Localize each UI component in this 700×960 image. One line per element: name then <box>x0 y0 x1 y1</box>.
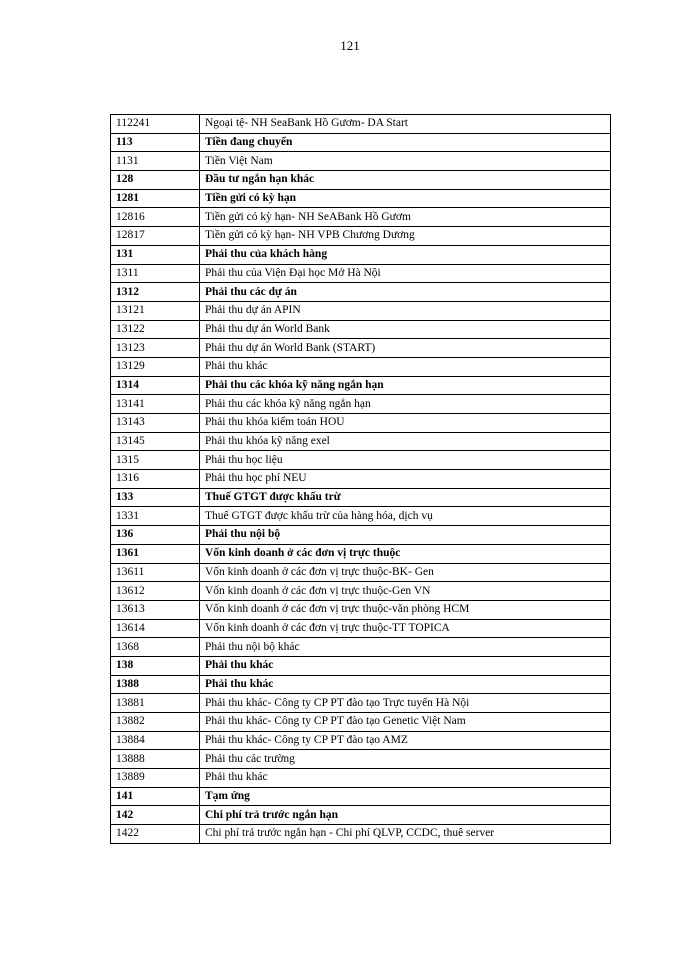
account-code: 13613 <box>111 600 200 619</box>
account-name: Phải thu khác <box>200 357 611 376</box>
table-row <box>111 264 611 283</box>
table-row <box>111 152 611 171</box>
account-code: 13121 <box>111 301 200 320</box>
table-row <box>111 544 611 563</box>
account-code: 113 <box>111 133 200 152</box>
table-row <box>111 189 611 208</box>
table-row <box>111 320 611 339</box>
page-number: 121 <box>340 38 360 53</box>
account-name: Phải thu dự án World Bank <box>200 320 611 339</box>
account-code: 13882 <box>111 713 200 732</box>
account-code: 136 <box>111 526 200 545</box>
account-code: 13888 <box>111 750 200 769</box>
account-name: Vốn kinh doanh ở các đơn vị trực thuộc-BK- Gen <box>200 563 611 582</box>
table-row <box>111 600 611 619</box>
account-name: Phải thu của khách hàng <box>200 245 611 264</box>
account-name: Phải thu khác <box>200 656 611 675</box>
table-row <box>111 507 611 526</box>
table-row <box>111 619 611 638</box>
account-code: 1311 <box>111 264 200 283</box>
account-code: 13143 <box>111 414 200 433</box>
account-code: 12816 <box>111 208 200 227</box>
account-name: Phải thu các dự án <box>200 283 611 302</box>
account-name: Chi phí trả trước ngắn hạn <box>200 806 611 825</box>
account-name: Phải thu học liệu <box>200 451 611 470</box>
account-table-body <box>111 115 611 844</box>
account-name: Phải thu khác- Công ty CP PT đào tạo Trực tuyến Hà Nội <box>200 694 611 713</box>
table-row <box>111 451 611 470</box>
account-name: Phải thu nội bộ khác <box>200 638 611 657</box>
account-name: Vốn kinh doanh ở các đơn vị trực thuộc-TT TOPICA <box>200 619 611 638</box>
account-code: 141 <box>111 787 200 806</box>
account-name: Ngoại tệ- NH SeaBank Hồ Gươm- DA Start <box>200 115 611 134</box>
table-row <box>111 731 611 750</box>
account-name: Phải thu khác <box>200 675 611 694</box>
account-name: Phải thu của Viện Đại học Mở Hà Nội <box>200 264 611 283</box>
table-row <box>111 171 611 190</box>
account-name: Tiền Việt Nam <box>200 152 611 171</box>
account-name: Phải thu khác- Công ty CP PT đào tạo Genetic Việt Nam <box>200 713 611 732</box>
account-name: Vốn kinh doanh ở các đơn vị trực thuộc-Gen VN <box>200 582 611 601</box>
account-code: 13884 <box>111 731 200 750</box>
table-row <box>111 582 611 601</box>
account-code: 142 <box>111 806 200 825</box>
table-row <box>111 806 611 825</box>
table-row <box>111 414 611 433</box>
table-row <box>111 488 611 507</box>
table-row <box>111 245 611 264</box>
table-row <box>111 787 611 806</box>
table-row <box>111 227 611 246</box>
account-name: Tiền gửi có kỳ hạn <box>200 189 611 208</box>
account-code: 1131 <box>111 152 200 171</box>
table-row <box>111 526 611 545</box>
table-row <box>111 750 611 769</box>
table-row <box>111 395 611 414</box>
account-code: 112241 <box>111 115 200 134</box>
account-code: 1331 <box>111 507 200 526</box>
account-code: 1361 <box>111 544 200 563</box>
account-code: 13141 <box>111 395 200 414</box>
account-name: Vốn kinh doanh ở các đơn vị trực thuộc-văn phòng HCM <box>200 600 611 619</box>
account-code: 1314 <box>111 376 200 395</box>
account-code: 13889 <box>111 769 200 788</box>
account-code: 1281 <box>111 189 200 208</box>
table-row <box>111 769 611 788</box>
account-name: Thuế GTGT được khấu trừ <box>200 488 611 507</box>
table-row <box>111 208 611 227</box>
table-row <box>111 133 611 152</box>
table-row <box>111 694 611 713</box>
account-name: Tiền gửi có kỳ hạn- NH SeABank Hồ Gươm <box>200 208 611 227</box>
account-code: 13611 <box>111 563 200 582</box>
account-code: 13612 <box>111 582 200 601</box>
account-code: 13129 <box>111 357 200 376</box>
account-code: 13123 <box>111 339 200 358</box>
table-row <box>111 825 611 844</box>
table-row <box>111 432 611 451</box>
account-code: 1316 <box>111 470 200 489</box>
account-code: 1315 <box>111 451 200 470</box>
table-row <box>111 301 611 320</box>
account-name: Thuế GTGT được khấu trừ của hàng hóa, dịch vụ <box>200 507 611 526</box>
account-name: Phải thu dự án World Bank (START) <box>200 339 611 358</box>
account-code: 131 <box>111 245 200 264</box>
table-row <box>111 675 611 694</box>
table-row <box>111 713 611 732</box>
account-code: 1312 <box>111 283 200 302</box>
account-name: Phải thu dự án APIN <box>200 301 611 320</box>
table-row <box>111 376 611 395</box>
account-code: 138 <box>111 656 200 675</box>
account-name: Phải thu nội bộ <box>200 526 611 545</box>
table-row <box>111 563 611 582</box>
table-row <box>111 283 611 302</box>
account-name: Phải thu các khóa kỹ năng ngắn hạn <box>200 376 611 395</box>
account-name: Phải thu khác- Công ty CP PT đào tạo AMZ <box>200 731 611 750</box>
account-code: 128 <box>111 171 200 190</box>
account-code: 1388 <box>111 675 200 694</box>
account-name: Phải thu học phí NEU <box>200 470 611 489</box>
account-name: Tiền đang chuyển <box>200 133 611 152</box>
table-row <box>111 357 611 376</box>
account-code: 13122 <box>111 320 200 339</box>
account-code: 133 <box>111 488 200 507</box>
account-name: Phải thu các trường <box>200 750 611 769</box>
account-table <box>110 114 611 844</box>
account-code: 13881 <box>111 694 200 713</box>
table-row <box>111 656 611 675</box>
table-row <box>111 115 611 134</box>
account-code: 1422 <box>111 825 200 844</box>
table-row <box>111 339 611 358</box>
table-row <box>111 470 611 489</box>
account-name: Phải thu khóa kỹ năng exel <box>200 432 611 451</box>
account-name: Đầu tư ngắn hạn khác <box>200 171 611 190</box>
account-code: 13145 <box>111 432 200 451</box>
account-name: Phải thu các khóa kỹ năng ngắn hạn <box>200 395 611 414</box>
account-code: 13614 <box>111 619 200 638</box>
account-name: Tạm ứng <box>200 787 611 806</box>
account-name: Tiền gửi có kỳ hạn- NH VPB Chương Dương <box>200 227 611 246</box>
table-row <box>111 638 611 657</box>
account-name: Phải thu khóa kiểm toán HOU <box>200 414 611 433</box>
account-name: Chi phí trả trước ngắn hạn - Chi phí QLVP, CCDC, thuê server <box>200 825 611 844</box>
account-name: Vốn kinh doanh ở các đơn vị trực thuộc <box>200 544 611 563</box>
account-code: 12817 <box>111 227 200 246</box>
account-name: Phải thu khác <box>200 769 611 788</box>
account-code: 1368 <box>111 638 200 657</box>
